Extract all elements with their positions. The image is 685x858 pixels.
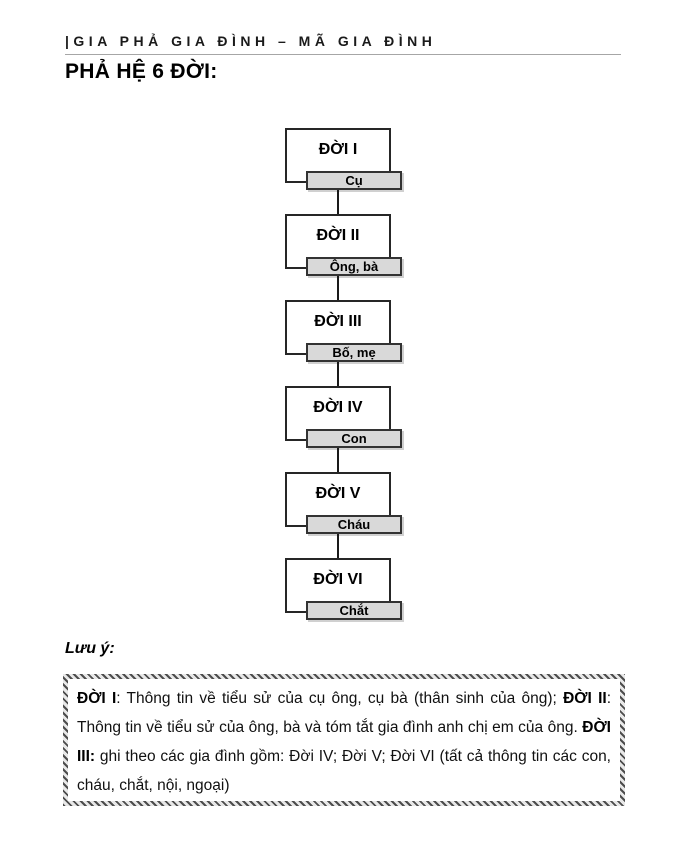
generation-sublabel: Con (341, 431, 367, 446)
generation-sublabel-box (306, 257, 402, 276)
generation-sublabel-box (306, 601, 402, 620)
generation-sublabel: Chắt (339, 603, 369, 618)
connector-line (337, 534, 339, 559)
connector-line (337, 362, 339, 387)
note-box (63, 674, 625, 806)
generation-sublabel-box (306, 515, 402, 534)
note-heading: Lưu ý: (65, 640, 115, 657)
generation-label: ĐỜI VI (313, 571, 363, 588)
generation-sublabel: Cụ (345, 173, 363, 188)
generation-sublabel: Bố, mẹ (332, 345, 376, 360)
generation-sublabel-box (306, 171, 402, 190)
generation-sublabel: Ông, bà (329, 259, 379, 274)
connector-line (337, 448, 339, 473)
connector-line (337, 276, 339, 301)
note-segment: ĐỜI III: (77, 719, 611, 765)
generation-label: ĐỜI I (318, 141, 358, 158)
note-segment: ghi theo các gia đình gồm: Đời IV; Đời V; Đời VI (tất cả thông tin các con, cháu, chắt, nội, ngoại) (77, 748, 611, 794)
generation-sublabel-box (306, 429, 402, 448)
generation-label: ĐỜI IV (313, 399, 363, 416)
note-segment: : Thông tin về tiểu sử của cụ ông, cụ bà (thân sinh của ông); (116, 690, 564, 707)
note-segment: : Thông tin về tiểu sử của ông, bà và tóm tắt gia đình anh chị em của ông. (77, 690, 611, 736)
page-title: PHẢ HỆ 6 ĐỜI: (65, 60, 218, 83)
generation-label: ĐỜI II (316, 227, 360, 244)
note-segment: ĐỜI II (563, 690, 607, 707)
generation-label: ĐỜI V (315, 485, 361, 502)
connector-line (337, 190, 339, 215)
generation-sublabel: Cháu (337, 517, 371, 532)
generation-sublabel-box (306, 343, 402, 362)
generation-label: ĐỜI III (314, 313, 362, 330)
document-kicker: |GIA PHẢ GIA ĐÌNH – MÃ GIA ĐÌNH (65, 33, 621, 55)
note-segment: ĐỜI I (77, 690, 117, 707)
note-text (68, 679, 620, 801)
